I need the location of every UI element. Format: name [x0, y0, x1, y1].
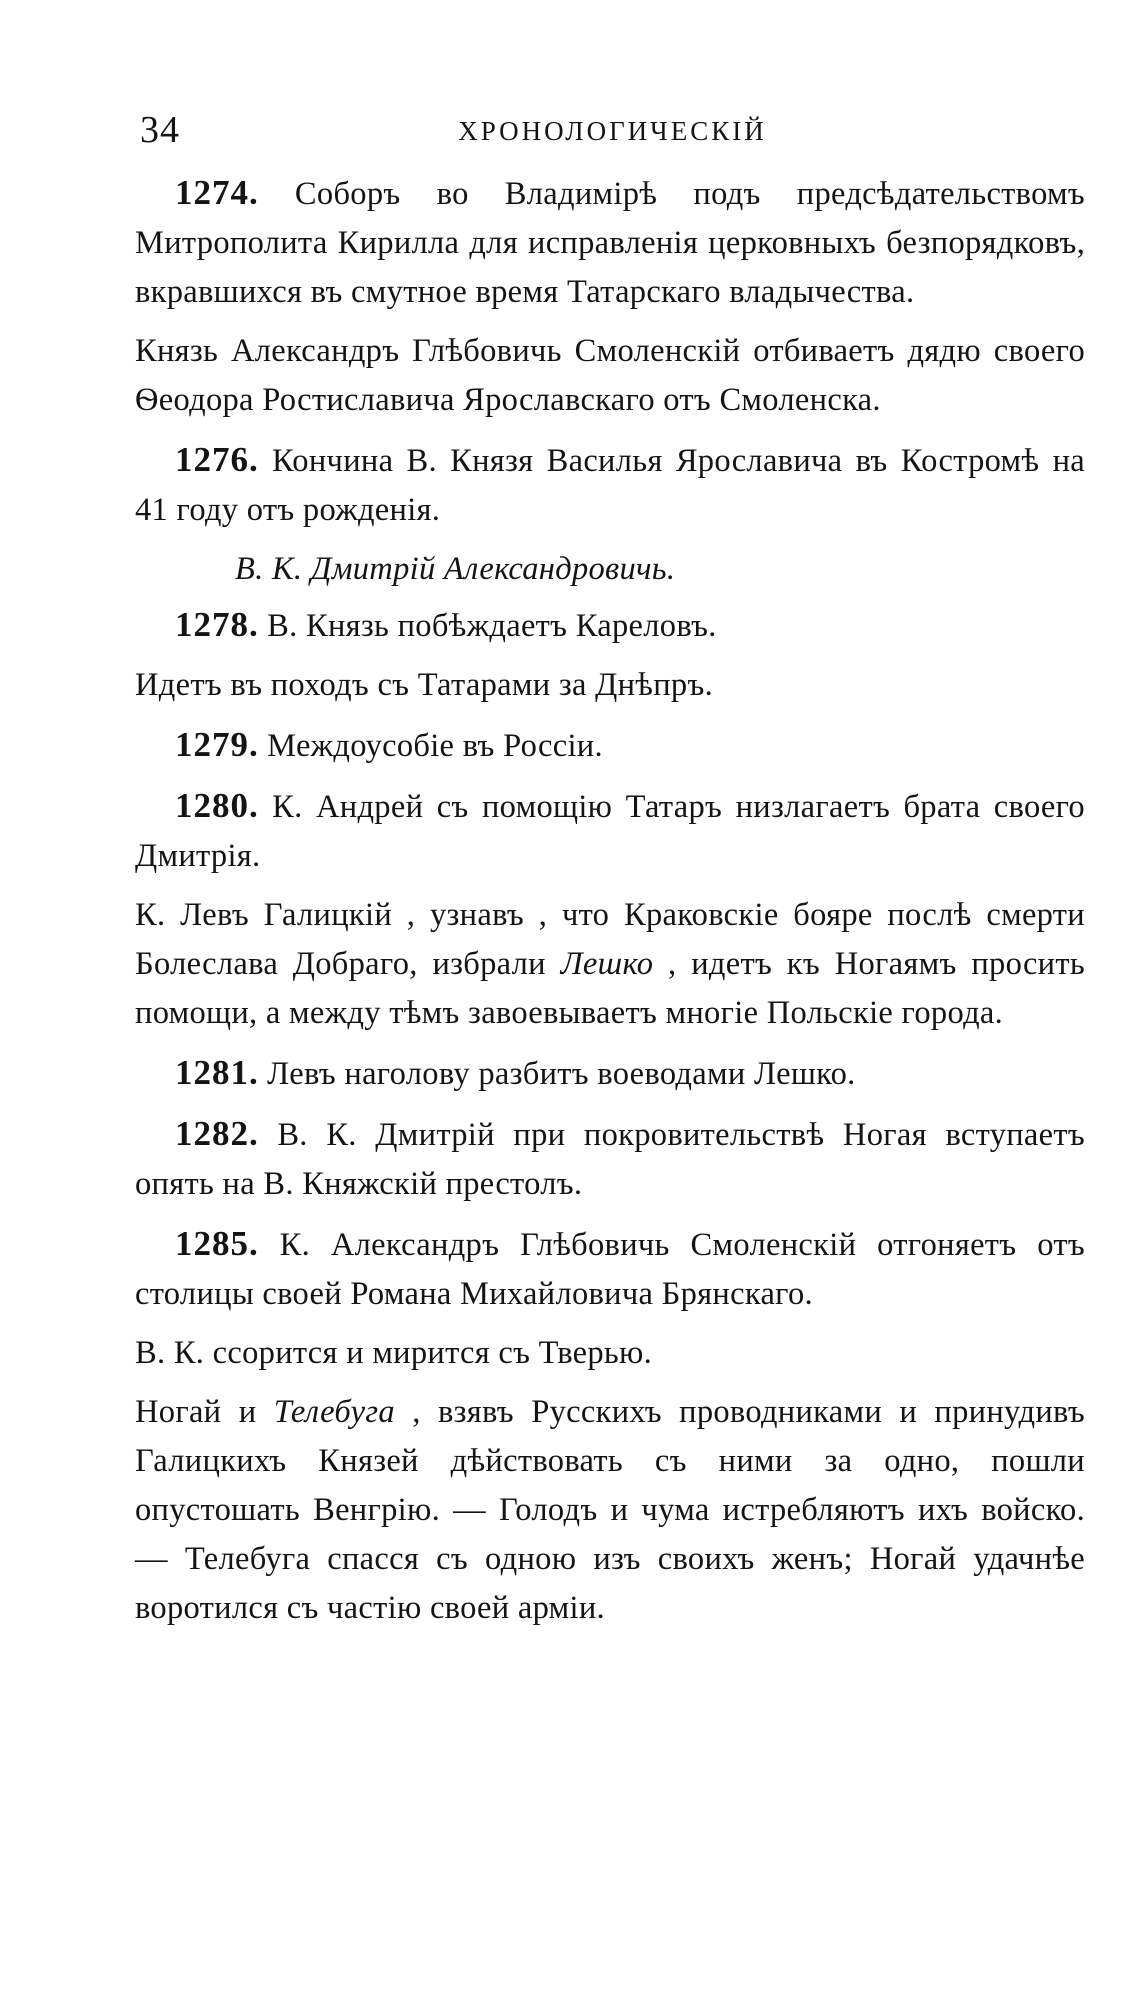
entry-text: Идетъ въ походъ съ Татарами за Днѣпръ.: [135, 667, 713, 703]
year-1278: 1278.: [175, 605, 259, 644]
page-header: [140, 108, 1085, 158]
year-1282: 1282.: [175, 1114, 259, 1153]
entry-text: К. Александръ Глѣбовичь Смоленскій отгоняетъ отъ столицы своей Романа Михайловича Брянскаго.: [135, 1227, 1085, 1312]
entry-paragraph: [135, 1388, 1085, 1633]
entry-text: В. Князь побѣждаетъ Кареловъ.: [258, 608, 717, 644]
running-head: ХРОНОЛОГИЧЕСКІЙ: [458, 116, 767, 146]
ruler-heading: [135, 545, 1085, 594]
entry-text: Соборъ во Владимірѣ подъ предсѣдательствомъ Митрополита Кирилла для исправленія церковныхъ безпорядковъ, вкравшихся въ смутное время Татарскаго владычества.: [135, 176, 1085, 310]
year-1279: 1279.: [175, 725, 259, 764]
entry-text: Междоусобіе въ Россіи.: [258, 728, 603, 764]
year-1276: 1276.: [175, 440, 259, 479]
entry-paragraph: [135, 891, 1085, 1038]
entry-text: , взявъ Русскихъ проводниками и принудивъ Галицкихъ Князей дѣйствовать съ ними за одно, пошли опустошать Венгрію. — Голодъ и чума истребляютъ ихъ войско. — Телебуга спасся съ одною изъ своихъ женъ; Ногай удачнѣе воротился съ частію своей арміи.: [135, 1394, 1085, 1626]
year-1274: 1274.: [175, 173, 259, 212]
entry-1279: [135, 720, 1085, 771]
entry-1281: [135, 1048, 1085, 1099]
italic-name: Лешко: [560, 946, 654, 982]
year-1280: 1280.: [175, 786, 259, 825]
entry-text: Ногай и: [135, 1394, 274, 1430]
page-number: 34: [140, 109, 180, 151]
entry-text: , идетъ къ Ногаямъ просить помощи, а между тѣмъ завоевываетъ многіе Польскіе города.: [135, 946, 1086, 1031]
entry-1278: [135, 600, 1085, 651]
entry-1274: [135, 168, 1085, 317]
entry-text: Левъ наголову разбитъ воеводами Лешко.: [258, 1056, 856, 1092]
entry-text: В. К. ссорится и мирится съ Тверью.: [135, 1335, 653, 1371]
entry-text: К. Андрей съ помощію Татаръ низлагаетъ брата своего Дмитрія.: [135, 789, 1085, 874]
italic-name: Телебуга: [273, 1394, 395, 1430]
year-1281: 1281.: [175, 1053, 259, 1092]
chronology-text: [135, 168, 1085, 1643]
entry-text: К. Левъ Галицкій , узнавъ , что Краковскіе бояре послѣ смерти Болеслава Добраго, избрали: [135, 897, 1085, 982]
ruler-name: В. К. Дмитрій Александровичь.: [235, 551, 676, 587]
entry-text: Кончина В. Князя Василья Ярославича въ Костромѣ на 41 году отъ рожденія.: [135, 443, 1085, 528]
entry-paragraph: [135, 661, 1085, 710]
entry-1276: [135, 435, 1085, 535]
year-1285: 1285.: [175, 1224, 259, 1263]
entry-text: Князь Александръ Глѣбовичь Смоленскій отбиваетъ дядю своего Ѳеодора Ростиславича Ярославскаго отъ Смоленска.: [135, 333, 1085, 418]
entry-1280: [135, 781, 1085, 881]
entry-text: В. К. Дмитрій при покровительствѣ Ногая вступаетъ опять на В. Княжскій престолъ.: [135, 1117, 1085, 1202]
entry-paragraph: [135, 1329, 1085, 1378]
entry-paragraph: [135, 327, 1085, 425]
entry-1282: [135, 1109, 1085, 1209]
entry-1285: [135, 1219, 1085, 1319]
